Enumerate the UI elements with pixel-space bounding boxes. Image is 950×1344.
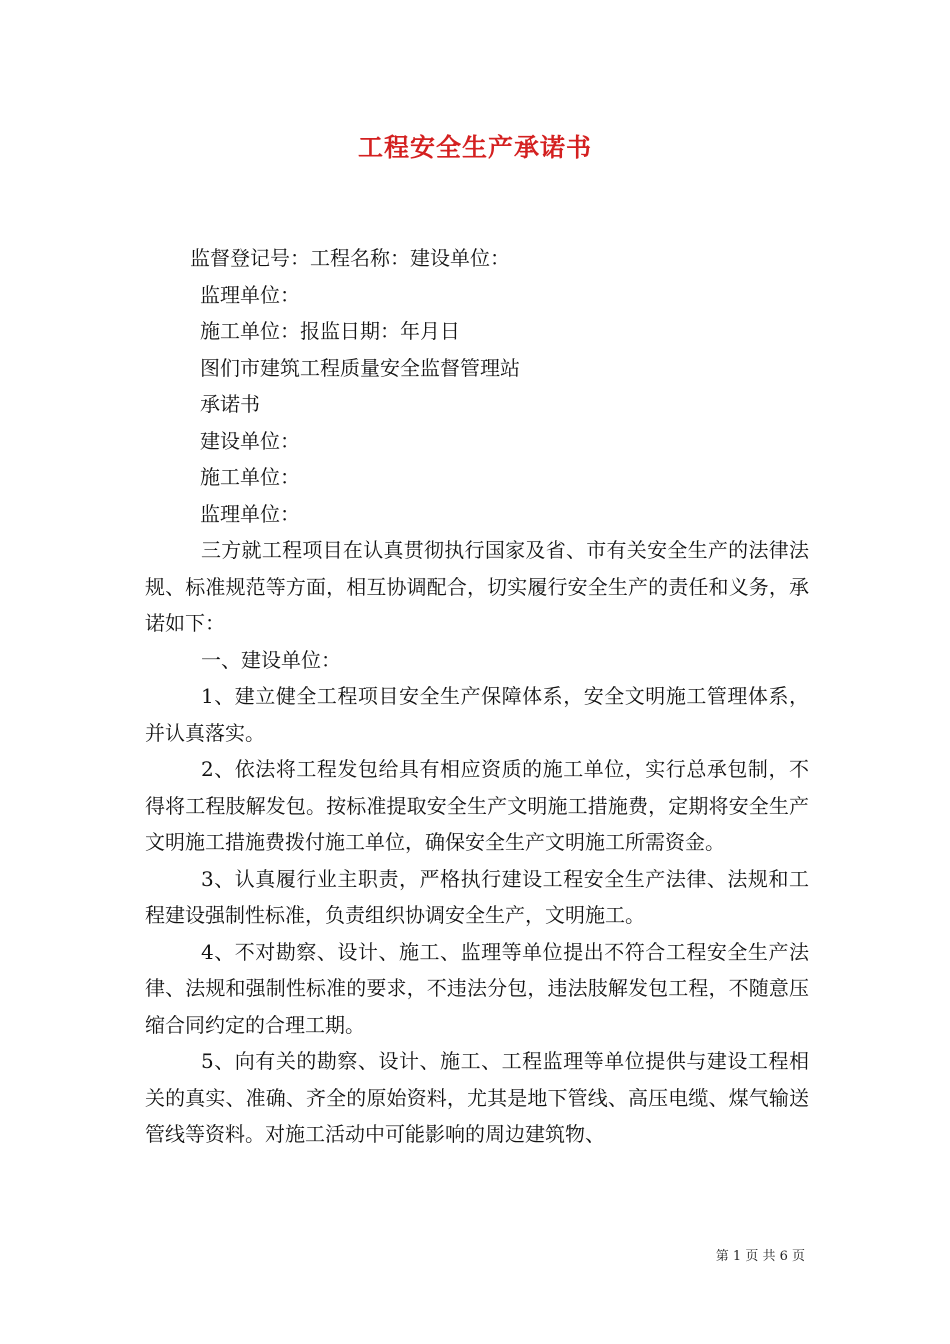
page-number-footer: 第 1 页 共 6 页 bbox=[715, 1249, 805, 1264]
clause-2: 2、依法将工程发包给具有相应资质的施工单位，实行总承包制，不得将工程肢解发包。按标准提取安全生产文明施工措施费，定期将安全生产文明施工措施费拨付施工单位，确保安全生产文明施工所需资金。 bbox=[145, 757, 809, 854]
clause-5: 5、向有关的勘察、设计、施工、工程监理等单位提供与建设工程相关的真实、准确、齐全的原始资料，尤其是地下管线、高压电缆、煤气输送管线等资料。对施工活动中可能影响的周边建筑物、 bbox=[145, 1049, 809, 1146]
header-line-registration: 监督登记号：工程名称：建设单位： bbox=[190, 246, 510, 270]
header-line-pledge: 承诺书 bbox=[200, 392, 260, 416]
clause-1: 1、建立健全工程项目安全生产保障体系，安全文明施工管理体系，并认真落实。 bbox=[145, 684, 809, 745]
header-line-station: 图们市建筑工程质量安全监督管理站 bbox=[200, 355, 520, 380]
header-line-supervision-unit: 监理单位： bbox=[200, 282, 300, 307]
header-line-client-unit: 建设单位： bbox=[200, 428, 300, 453]
clause-4: 4、不对勘察、设计、施工、监理等单位提出不符合工程安全生产法律、法规和强制性标准的要求，不违法分包，违法肢解发包工程，不随意压缩合同约定的合理工期。 bbox=[145, 939, 809, 1037]
clause-3: 3、认真履行业主职责，严格执行建设工程安全生产法律、法规和工程建设强制性标准，负责组织协调安全生产，文明施工。 bbox=[145, 866, 809, 927]
document-body bbox=[145, 240, 809, 1153]
header-line-construction-date: 施工单位：报监日期：年月日 bbox=[200, 319, 460, 343]
header-line-contractor-unit: 施工单位： bbox=[200, 465, 300, 489]
section-heading-client: 一、建设单位： bbox=[201, 647, 341, 672]
header-line-supervisor-unit: 监理单位： bbox=[200, 501, 300, 526]
document-title: 工程安全生产承诺书 bbox=[357, 133, 592, 162]
paragraph-intro: 三方就工程项目在认真贯彻执行国家及省、市有关安全生产的法律法规、标准规范等方面，相互协调配合，切实履行安全生产的责任和义务，承诺如下： bbox=[145, 538, 809, 635]
